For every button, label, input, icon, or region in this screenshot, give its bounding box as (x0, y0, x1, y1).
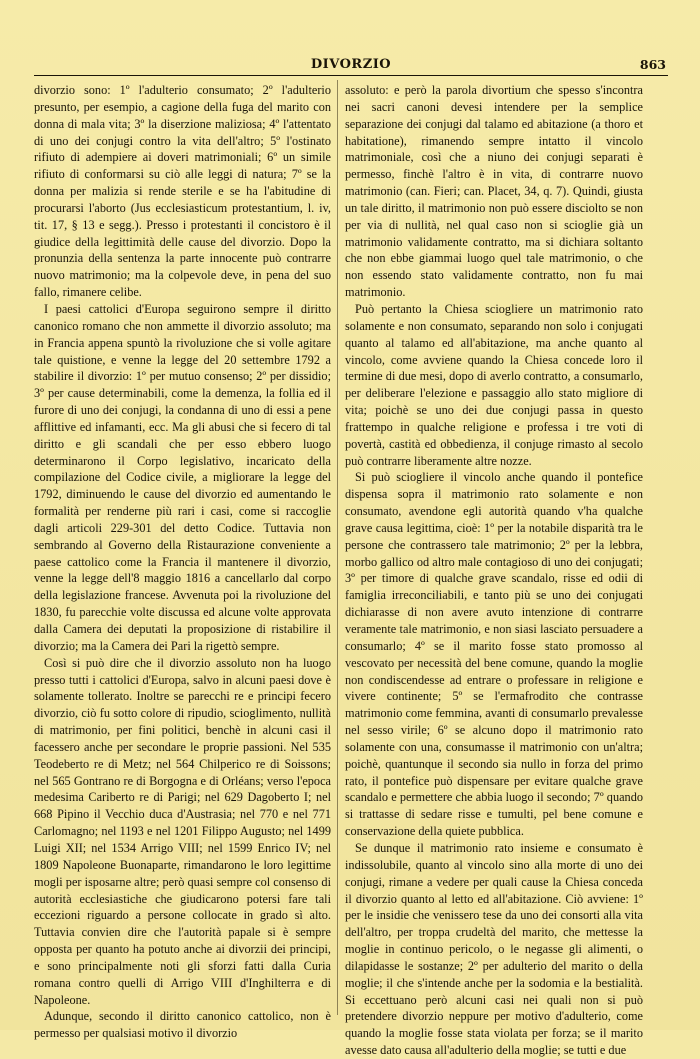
paragraph: Adunque, secondo il diritto canonico cattolico, non è permesso per qualsiasi motivo il divorzio (34, 1009, 331, 1041)
paragraph: I paesi cattolici d'Europa seguirono sempre il diritto canonico romano che non ammette il divorzio assoluto; ma in Francia appena spuntò la rivoluzione che si volle agitare tale quistione, e venne la legge del 20 settembre 1792 a stabilire il divorzio: 1º per mutuo consenso; 2º per dissidio; 3º per cause determinabili, come la demenza, la follia ed il furore di uno dei conjugi, la condanna di uno di essi a pene afflittive ed infamanti, ecc. Ma gli abusi che si fecero di tal diritto e gli scandali che per esso ebbero luogo determinarono il Corpo legislativo, incaricato della compilazione del Codice civile, a migliorare la legge del 1792, diminuendo le cause del divorzio ed aumentando le formalità per renderne più rari i casi, come si raccoglie dagli articoli 229-301 del detto Codice. Tuttavia non sembrando al Governo della Ristaurazione conveniente a paese cattolico come la Francia il mantenere il divorzio, venne la legge dell'8 maggio 1816 a cancellarlo dal corpo della legislazione francese. Avvenuta poi la rivoluzione del 1830, fu parecchie volte discussa ed alcune volte approvata dalla Camera dei deputati la proposizione di ristabilire il divorzio; ma la Camera dei Pari la rigettò sempre. (34, 301, 331, 653)
paragraph: assoluto: e però la parola divortium che spesso s'incontra nei sacri canoni devesi intendere per la semplice separazione dei conjugi dal talamo ed abitazione (a thoro et habitatione), rimanendo sempre intatto il vincolo matrimoniale, così che a niuno dei conjugi separati è permesso, finchè l'altro è in vita, di contrarre nuovo matrimonio (can. Fieri; can. Placet, 34, q. 7). Quindi, giusta un tale diritto, il matrimonio non può essere disciolto se non per via di nullità, nel qual caso non si scioglie già un matrimonio validamente contratto, ma si dichiara soltanto che non ebbe giammai luogo quel tale matrimonio, o che non essendo stato validamente contratto, non fu mai matrimonio. (345, 83, 643, 300)
paragraph: Si può sciogliere il vincolo anche quando il pontefice dispensa sopra il matrimonio rato solamente e non consumato, avendone egli autorità quando v'ha qualche grave causa legittima, cioè: 1º per la notabile disparità tra le persone che contrassero tale matrimonio; 2º per la lebbra, morbo gallico od altro male contagioso di uno dei conjugati; 3º per timore di qualche grave scandalo, risse ed odii di famiglia irreconciliabili, e tanto più se uno dei conjugati dichiarasse di non avere avuto intenzione di contrarre veramente tale matrimonio, e non siasi lasciato persuadere a consumarlo; 4º se il marito fosse stato promosso al vescovato per necessità del bene comune, quando la moglie non condiscendesse ad entrare o professare in religione e vivere continente; 5º se l'ermafrodito che contrasse matrimonio come femmina, avanti di consumarlo prevalesse nel sesso virile; 6º se alcuno dopo il matrimonio rato solamente con una, consumasse il matrimonio con un'altra; poichè, quantunque il secondo sia nullo in forza del primo rato, il pontefice può dispensare per evitare qualche grave scandalo e permettere che abbia luogo il secondo; 7º quando si trattasse di sedare risse e tumulti, pel bene comune e conservazione della quiete pubblica. (345, 470, 643, 839)
paragraph: Se dunque il matrimonio rato insieme e consumato è indissolubile, quanto al vincolo sino alla morte di uno dei conjugi, rimane a vedere per quali cause la Chiesa conceda il divorzio quanto al letto ed all'abitazione. Ciò avviene: 1º per le insidie che venissero tese da uno dei consorti alla vita dell'altro, per troppa crudeltà del marito, che mettesse la moglie in continuo pericolo, o le negasse gli alimenti, o dilapidasse le sostanze; 2º per adulterio del marito o della moglie; il che s'intende anche per la sodomia e la bestialità. Si eccettuano però alcuni casi nei quali non si può pretendere divorzio neppure per motivo d'adulterio, come quando la moglie fosse stata violata per forza; se il marito avesse dato causa all'adulterio della moglie; se tutti e due (345, 840, 643, 1058)
running-title: DIVORZIO (310, 57, 392, 72)
right-column (345, 82, 643, 1059)
column-divider (337, 80, 338, 1015)
page-number: 863 (639, 57, 666, 72)
page-header (34, 55, 668, 77)
left-column (34, 82, 331, 1042)
paragraph: Può pertanto la Chiesa sciogliere un matrimonio rato solamente e non consumato, separando non solo i conjugati quanto al talamo ed all'abitazione, ma anche quanto al vincolo, come avviene quando la Chiesa concede loro il termine di due mesi, dopo di averlo contratto, a consumarlo, per deliberare l'elezione e passaggio allo stato migliore di vita; poichè se uno dei due conjugi passa in questo frattempo in qualche religione e professa i tre voti di povertà, castità ed obbedienza, il conjuge rimasto al secolo può contrarre liberamente altre nozze. (345, 301, 643, 468)
header-rule (34, 75, 668, 76)
paragraph: divorzio sono: 1º l'adulterio consumato; 2º l'adulterio presunto, per esempio, a cagione della fuga del marito con donna di mala vita; 3º la diserzione maliziosa; 4º l'attentato di uno dei conjugi contro la vita dell'altro; 5º l'ostinato rifiuto di adempiere ai doveri matrimoniali; 6º un simile rifiuto di conformarsi su ciò alle leggi di natura; 7º se la donna per malizia si rende sterile e se ha l'abitudine di procurarsi l'aborto (Jus ecclesiasticum protestantium, l. iv, tit. 17, § 13 e segg.). Presso i protestanti il concistoro è il giudice della legittimità delle cause del divorzio. Dopo la pronunzia della sentenza la parte innocente può contrarre nuovo matrimonio; ma la colpevole deve, in pena del suo fallo, rimanere celibe. (34, 83, 331, 300)
paragraph: Così si può dire che il divorzio assoluto non ha luogo presso tutti i cattolici d'Europa, salvo in alcuni paesi dove è solamente tollerato. Inoltre se parecchi re e principi fecero divorzio, ciò fu sotto colore di ripudio, scioglimento, nullità di matrimonio, per fini politici, benchè in alcuni casi il facessero anche per secondare le proprie passioni. Nel 535 Teodeberto re di Metz; nel 564 Chilperico re di Soissons; nel 565 Gontrano re di Borgogna e di Orléans; verso l'epoca medesima Cariberto re di Parigi; nel 629 Dagoberto I; nel 668 Pipino il Vecchio duca d'Austrasia; nel 770 e nel 771 Carlomagno; nel 1193 e nel 1201 Filippo Augusto; nel 1499 Luigi XII; nel 1534 Arrigo VIII; nel 1599 Enrico IV; nel 1809 Napoleone Buonaparte, rimandarono le loro legittime mogli per isposarne altre; però quasi sempre col consenso di autorità ecclesiastiche che giudicarono potersi fare tali eccezioni riguardo a persone collocate in grado sì alto. Tuttavia convien dire che l'autorità papale si è sempre opposta per quanto ha potuto anche ai divorzii dei principi, e sono principalmente noti gli sforzi fatti dalla Curia romana contro quelli di Arrigo VIII d'Inghilterra e di Napoleone. (34, 655, 331, 1007)
